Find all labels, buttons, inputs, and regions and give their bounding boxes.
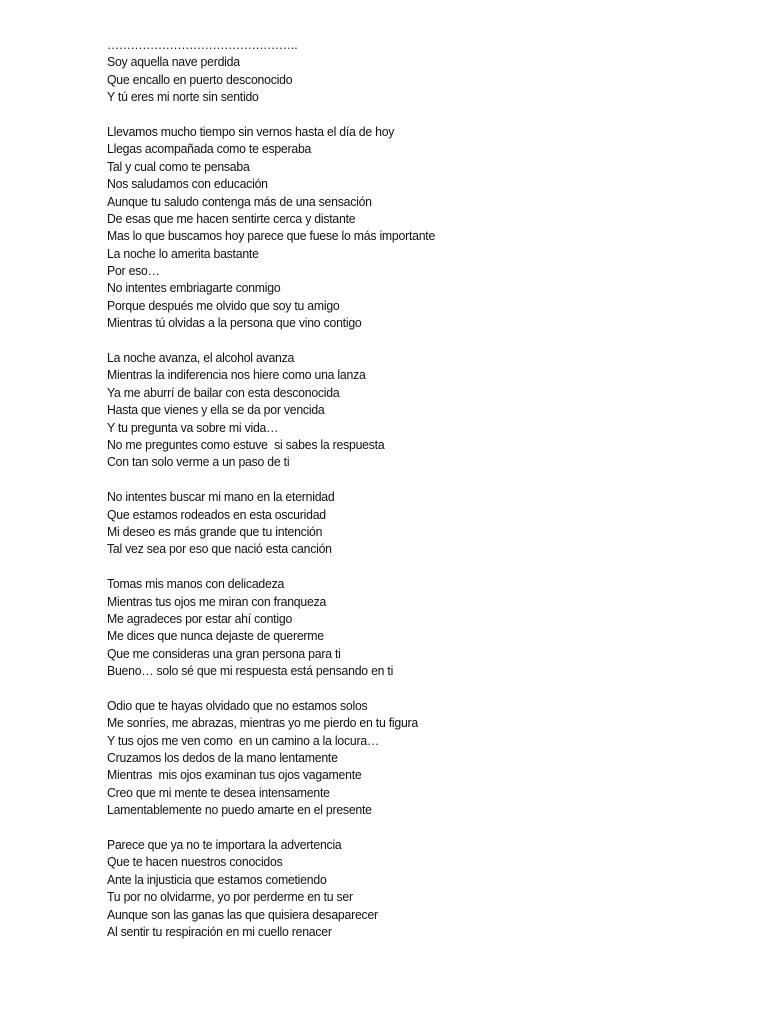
verse-line: Parece que ya no te importara la advertencia — [107, 836, 342, 852]
verse-line: Ya me aburrí de bailar con esta desconocida — [107, 384, 340, 400]
stanza — [107, 836, 665, 940]
verse-line: No intentes embriagarte conmigo — [107, 280, 281, 296]
verse-line: La noche avanza, el alcohol avanza — [107, 350, 295, 366]
verse-line: Y tus ojos me ven como en un camino a la locura… — [107, 732, 379, 748]
verse-line: Y tú eres mi norte sin sentido — [107, 89, 259, 105]
verse-line: Que te hacen nuestros conocidos — [107, 854, 283, 870]
verse-line: Al sentir tu respiración en mi cuello renacer — [107, 923, 332, 939]
verse-line: No me preguntes como estuve si sabes la respuesta — [107, 436, 385, 452]
verse-line: Llegas acompañada como te esperaba — [107, 141, 312, 157]
verse-line: Mientras mis ojos examinan tus ojos vagamente — [107, 767, 362, 783]
verse-line: Mientras tú olvidas a la persona que vino contigo — [107, 315, 362, 331]
verse-line: De esas que me hacen sentirte cerca y distante — [107, 210, 356, 226]
verse-line: Y tu pregunta va sobre mi vida… — [107, 419, 279, 435]
verse-line: Mi deseo es más grande que tu intención — [107, 523, 323, 539]
separator-dots: …………………………………………. — [107, 37, 298, 52]
verse-line: La noche lo amerita bastante — [107, 245, 259, 261]
stanza — [107, 123, 665, 332]
verse-line: Llevamos mucho tiempo sin vernos hasta el día de hoy — [107, 123, 395, 139]
verse-line: Mientras la indiferencia nos hiere como una lanza — [107, 367, 366, 383]
verse-line: Bueno… solo sé que mi respuesta está pensando en ti — [107, 663, 394, 679]
stanza-gap — [107, 471, 665, 488]
verse-line: Me agradeces por estar ahí contigo — [107, 610, 293, 626]
stanza-gap — [107, 819, 665, 836]
stanza — [107, 488, 665, 558]
verse-line: Creo que mi mente te desea intensamente — [107, 784, 330, 800]
verse-line: Porque después me olvido que soy tu amigo — [107, 297, 340, 313]
verse-line: Me sonríes, me abrazas, mientras yo me pierdo en tu figura — [107, 715, 418, 731]
stanza — [107, 697, 665, 819]
stanza-gap — [107, 106, 665, 123]
verse-line: Que encallo en puerto desconocido — [107, 71, 293, 87]
verse-line: Tal y cual como te pensaba — [107, 158, 250, 174]
verse-line: Nos saludamos con educación — [107, 176, 268, 192]
verse-line: Mientras tus ojos me miran con franqueza — [107, 593, 327, 609]
verse-line: Soy aquella nave perdida — [107, 54, 240, 70]
verse-line: Me dices que nunca dejaste de quererme — [107, 628, 324, 644]
stanza-gap — [107, 558, 665, 575]
verse-line: Tu por no olvidarme, yo por perderme en tu ser — [107, 889, 353, 905]
verse-line: Aunque tu saludo contenga más de una sensación — [107, 193, 372, 209]
verse-line: Por eso… — [107, 263, 160, 279]
verse-line: Ante la injusticia que estamos cometiendo — [107, 871, 327, 887]
stanza-gap — [107, 679, 665, 696]
stanza — [107, 349, 665, 471]
verse-line: No intentes buscar mi mano en la eternidad — [107, 489, 335, 505]
verse-line: Que me consideras una gran persona para ti — [107, 645, 341, 661]
verse-line: Con tan solo verme a un paso de ti — [107, 454, 290, 470]
stanza-gap — [107, 332, 665, 349]
verse-line: Odio que te hayas olvidado que no estamos solos — [107, 697, 368, 713]
stanza — [107, 53, 665, 105]
verse-line: Mas lo que buscamos hoy parece que fuese lo más importante — [107, 228, 436, 244]
verse-line: Aunque son las ganas las que quisiera desaparecer — [107, 906, 378, 922]
verse-line: Lamentablemente no puedo amarte en el presente — [107, 802, 372, 818]
stanza — [107, 575, 665, 679]
stanza-list — [107, 53, 665, 940]
verse-line: Tomas mis manos con delicadeza — [107, 576, 285, 592]
verse-line: Hasta que vienes y ella se da por vencida — [107, 402, 325, 418]
verse-line: Cruzamos los dedos de la mano lentamente — [107, 750, 338, 766]
verse-line: Que estamos rodeados en esta oscuridad — [107, 506, 326, 522]
poem-text — [107, 36, 665, 940]
verse-line: Tal vez sea por eso que nació esta canción — [107, 541, 332, 557]
